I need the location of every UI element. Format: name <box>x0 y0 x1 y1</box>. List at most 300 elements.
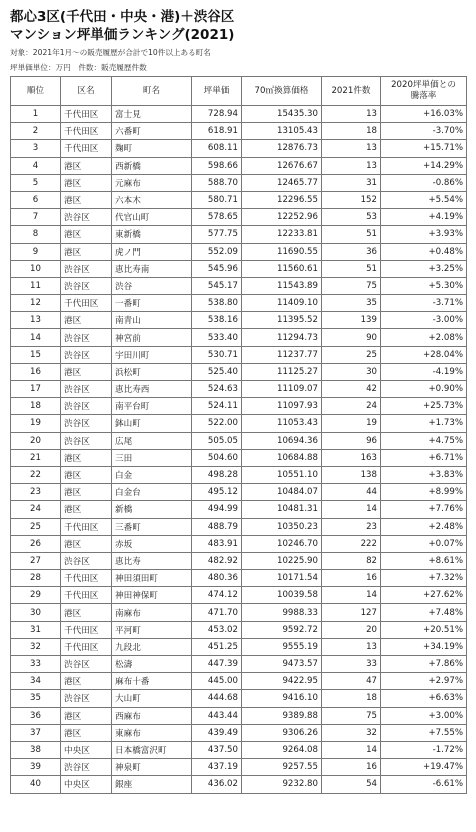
cell-ward: 港区 <box>61 724 112 741</box>
cell-count: 35 <box>322 295 381 312</box>
cell-tsubo-price: 598.66 <box>192 157 242 174</box>
cell-70sqm-price: 12252.96 <box>242 209 322 226</box>
cell-rank: 15 <box>11 346 61 363</box>
cell-tsubo-price: 525.40 <box>192 363 242 380</box>
cell-70sqm-price: 10246.70 <box>242 535 322 552</box>
cell-count: 222 <box>322 535 381 552</box>
table-row <box>11 570 467 587</box>
cell-ward: 千代田区 <box>61 587 112 604</box>
cell-ward: 港区 <box>61 243 112 260</box>
document-title-line1: 都心3区(千代田・中央・港)＋渋谷区 <box>10 9 235 25</box>
cell-ward: 港区 <box>61 226 112 243</box>
cell-70sqm-price: 11294.73 <box>242 329 322 346</box>
cell-rank: 6 <box>11 191 61 208</box>
cell-rank: 7 <box>11 209 61 226</box>
cell-change-rate: -3.00% <box>381 312 467 329</box>
cell-town: 富士見 <box>112 106 192 123</box>
table-row <box>11 157 467 174</box>
cell-count: 14 <box>322 587 381 604</box>
table-row <box>11 381 467 398</box>
cell-town: 三番町 <box>112 518 192 535</box>
cell-ward: 渋谷区 <box>61 381 112 398</box>
cell-ward: 千代田区 <box>61 123 112 140</box>
cell-70sqm-price: 12233.81 <box>242 226 322 243</box>
cell-ward: 港区 <box>61 191 112 208</box>
cell-count: 53 <box>322 209 381 226</box>
cell-town: 新橋 <box>112 501 192 518</box>
cell-town: 恵比寿南 <box>112 260 192 277</box>
cell-tsubo-price: 437.50 <box>192 741 242 758</box>
cell-tsubo-price: 453.02 <box>192 621 242 638</box>
table-row <box>11 673 467 690</box>
cell-rank: 37 <box>11 724 61 741</box>
cell-70sqm-price: 9264.08 <box>242 741 322 758</box>
cell-70sqm-price: 9988.33 <box>242 604 322 621</box>
table-row <box>11 621 467 638</box>
cell-change-rate: +28.04% <box>381 346 467 363</box>
cell-tsubo-price: 545.17 <box>192 277 242 294</box>
cell-ward: 港区 <box>61 501 112 518</box>
cell-ward: 渋谷区 <box>61 415 112 432</box>
table-row <box>11 346 467 363</box>
cell-tsubo-price: 538.16 <box>192 312 242 329</box>
cell-count: 19 <box>322 415 381 432</box>
cell-70sqm-price: 9416.10 <box>242 690 322 707</box>
cell-town: 元麻布 <box>112 174 192 191</box>
table-row <box>11 243 467 260</box>
cell-ward: 港区 <box>61 174 112 191</box>
cell-town: 六本木 <box>112 191 192 208</box>
cell-count: 47 <box>322 673 381 690</box>
cell-70sqm-price: 10171.54 <box>242 570 322 587</box>
table-row <box>11 690 467 707</box>
cell-tsubo-price: 439.49 <box>192 724 242 741</box>
cell-ward: 港区 <box>61 363 112 380</box>
cell-count: 127 <box>322 604 381 621</box>
cell-town: 東新橋 <box>112 226 192 243</box>
table-row <box>11 501 467 518</box>
cell-count: 18 <box>322 123 381 140</box>
cell-tsubo-price: 471.70 <box>192 604 242 621</box>
cell-rank: 30 <box>11 604 61 621</box>
cell-ward: 港区 <box>61 449 112 466</box>
cell-rank: 31 <box>11 621 61 638</box>
table-row <box>11 552 467 569</box>
cell-town: 白金台 <box>112 484 192 501</box>
cell-ward: 渋谷区 <box>61 346 112 363</box>
header-ward: 区名 <box>61 77 112 106</box>
cell-change-rate: +3.00% <box>381 707 467 724</box>
cell-count: 82 <box>322 552 381 569</box>
cell-70sqm-price: 10225.90 <box>242 552 322 569</box>
cell-town: 白金 <box>112 466 192 483</box>
cell-70sqm-price: 11125.27 <box>242 363 322 380</box>
cell-count: 24 <box>322 398 381 415</box>
cell-town: 代官山町 <box>112 209 192 226</box>
cell-ward: 港区 <box>61 604 112 621</box>
cell-tsubo-price: 444.68 <box>192 690 242 707</box>
table-row <box>11 329 467 346</box>
cell-change-rate: +3.93% <box>381 226 467 243</box>
cell-count: 44 <box>322 484 381 501</box>
cell-count: 13 <box>322 157 381 174</box>
cell-ward: 渋谷区 <box>61 398 112 415</box>
table-row <box>11 587 467 604</box>
cell-count: 14 <box>322 741 381 758</box>
cell-ward: 千代田区 <box>61 570 112 587</box>
cell-town: 鉢山町 <box>112 415 192 432</box>
cell-70sqm-price: 10484.07 <box>242 484 322 501</box>
table-row <box>11 432 467 449</box>
cell-town: 恵比寿西 <box>112 381 192 398</box>
cell-ward: 渋谷区 <box>61 690 112 707</box>
cell-change-rate: +5.30% <box>381 277 467 294</box>
cell-ward: 港区 <box>61 157 112 174</box>
cell-change-rate: +19.47% <box>381 759 467 776</box>
cell-ward: 千代田区 <box>61 140 112 157</box>
cell-change-rate: +34.19% <box>381 638 467 655</box>
cell-change-rate: +16.03% <box>381 106 467 123</box>
table-row <box>11 312 467 329</box>
cell-count: 51 <box>322 260 381 277</box>
cell-70sqm-price: 10481.31 <box>242 501 322 518</box>
cell-change-rate: -4.19% <box>381 363 467 380</box>
cell-rank: 16 <box>11 363 61 380</box>
cell-70sqm-price: 11395.52 <box>242 312 322 329</box>
cell-change-rate: +8.99% <box>381 484 467 501</box>
cell-70sqm-price: 9232.80 <box>242 776 322 793</box>
cell-count: 138 <box>322 466 381 483</box>
cell-rank: 24 <box>11 501 61 518</box>
cell-change-rate: -3.70% <box>381 123 467 140</box>
cell-count: 20 <box>322 621 381 638</box>
cell-tsubo-price: 618.91 <box>192 123 242 140</box>
cell-70sqm-price: 12296.55 <box>242 191 322 208</box>
cell-change-rate: +7.76% <box>381 501 467 518</box>
cell-town: 麻布十番 <box>112 673 192 690</box>
header-tsubo-price: 坪単価 <box>192 77 242 106</box>
table-row <box>11 106 467 123</box>
cell-tsubo-price: 483.91 <box>192 535 242 552</box>
cell-rank: 3 <box>11 140 61 157</box>
cell-count: 42 <box>322 381 381 398</box>
cell-ward: 渋谷区 <box>61 277 112 294</box>
cell-rank: 17 <box>11 381 61 398</box>
cell-70sqm-price: 11560.61 <box>242 260 322 277</box>
cell-count: 163 <box>322 449 381 466</box>
cell-70sqm-price: 10684.88 <box>242 449 322 466</box>
cell-ward: 港区 <box>61 707 112 724</box>
cell-change-rate: +0.07% <box>381 535 467 552</box>
header-change-rate <box>381 77 467 106</box>
cell-tsubo-price: 443.44 <box>192 707 242 724</box>
cell-rank: 11 <box>11 277 61 294</box>
cell-change-rate: +7.55% <box>381 724 467 741</box>
cell-tsubo-price: 580.71 <box>192 191 242 208</box>
cell-town: 六番町 <box>112 123 192 140</box>
cell-town: 東麻布 <box>112 724 192 741</box>
cell-70sqm-price: 11409.10 <box>242 295 322 312</box>
cell-change-rate: +4.75% <box>381 432 467 449</box>
units-note: 坪単価単位：万円 件数：販売履歴件数 <box>10 63 147 72</box>
cell-count: 18 <box>322 690 381 707</box>
cell-rank: 27 <box>11 552 61 569</box>
cell-change-rate: +8.61% <box>381 552 467 569</box>
cell-70sqm-price: 9473.57 <box>242 656 322 673</box>
cell-town: 南麻布 <box>112 604 192 621</box>
cell-count: 13 <box>322 638 381 655</box>
cell-count: 31 <box>322 174 381 191</box>
cell-change-rate: -3.71% <box>381 295 467 312</box>
cell-rank: 35 <box>11 690 61 707</box>
cell-tsubo-price: 437.19 <box>192 759 242 776</box>
cell-ward: 港区 <box>61 312 112 329</box>
cell-town: 恵比寿 <box>112 552 192 569</box>
table-row <box>11 191 467 208</box>
cell-change-rate: +6.71% <box>381 449 467 466</box>
cell-70sqm-price: 9422.95 <box>242 673 322 690</box>
cell-rank: 4 <box>11 157 61 174</box>
table-row <box>11 484 467 501</box>
cell-70sqm-price: 11053.43 <box>242 415 322 432</box>
cell-change-rate: +0.48% <box>381 243 467 260</box>
cell-change-rate: +14.29% <box>381 157 467 174</box>
cell-town: 西麻布 <box>112 707 192 724</box>
cell-ward: 千代田区 <box>61 621 112 638</box>
cell-count: 152 <box>322 191 381 208</box>
cell-change-rate: +2.48% <box>381 518 467 535</box>
cell-rank: 33 <box>11 656 61 673</box>
cell-ward: 渋谷区 <box>61 209 112 226</box>
cell-town: 浜松町 <box>112 363 192 380</box>
cell-70sqm-price: 10551.10 <box>242 466 322 483</box>
cell-change-rate: +27.62% <box>381 587 467 604</box>
cell-change-rate: +25.73% <box>381 398 467 415</box>
cell-change-rate: +3.83% <box>381 466 467 483</box>
cell-count: 54 <box>322 776 381 793</box>
cell-change-rate: +1.73% <box>381 415 467 432</box>
cell-change-rate: -0.86% <box>381 174 467 191</box>
cell-town: 南青山 <box>112 312 192 329</box>
table-row <box>11 174 467 191</box>
table-row <box>11 295 467 312</box>
cell-count: 90 <box>322 329 381 346</box>
cell-count: 32 <box>322 724 381 741</box>
cell-change-rate: -6.61% <box>381 776 467 793</box>
table-row <box>11 638 467 655</box>
cell-rank: 25 <box>11 518 61 535</box>
cell-70sqm-price: 11097.93 <box>242 398 322 415</box>
cell-ward: 港区 <box>61 673 112 690</box>
header-count: 2021件数 <box>322 77 381 106</box>
cell-change-rate: +3.25% <box>381 260 467 277</box>
ranking-table <box>10 76 467 794</box>
cell-tsubo-price: 494.99 <box>192 501 242 518</box>
cell-70sqm-price: 11543.89 <box>242 277 322 294</box>
cell-town: 宇田川町 <box>112 346 192 363</box>
cell-tsubo-price: 522.00 <box>192 415 242 432</box>
table-header-row <box>11 77 467 106</box>
cell-ward: 渋谷区 <box>61 432 112 449</box>
cell-change-rate: +6.63% <box>381 690 467 707</box>
cell-70sqm-price: 12676.67 <box>242 157 322 174</box>
header-change-line1: 2020坪単価との <box>391 80 456 90</box>
cell-count: 30 <box>322 363 381 380</box>
table-row <box>11 209 467 226</box>
cell-rank: 21 <box>11 449 61 466</box>
cell-count: 13 <box>322 140 381 157</box>
cell-70sqm-price: 13105.43 <box>242 123 322 140</box>
cell-ward: 千代田区 <box>61 295 112 312</box>
cell-tsubo-price: 488.79 <box>192 518 242 535</box>
cell-rank: 12 <box>11 295 61 312</box>
cell-rank: 8 <box>11 226 61 243</box>
cell-tsubo-price: 577.75 <box>192 226 242 243</box>
cell-70sqm-price: 12876.73 <box>242 140 322 157</box>
cell-tsubo-price: 524.11 <box>192 398 242 415</box>
table-row <box>11 535 467 552</box>
cell-count: 96 <box>322 432 381 449</box>
cell-count: 75 <box>322 277 381 294</box>
cell-70sqm-price: 11237.77 <box>242 346 322 363</box>
cell-ward: 千代田区 <box>61 518 112 535</box>
cell-count: 23 <box>322 518 381 535</box>
cell-town: 神宮前 <box>112 329 192 346</box>
cell-tsubo-price: 533.40 <box>192 329 242 346</box>
cell-rank: 40 <box>11 776 61 793</box>
cell-rank: 18 <box>11 398 61 415</box>
cell-70sqm-price: 11690.55 <box>242 243 322 260</box>
cell-rank: 29 <box>11 587 61 604</box>
header-change-line2: 騰落率 <box>410 91 437 101</box>
cell-tsubo-price: 545.96 <box>192 260 242 277</box>
table-row <box>11 724 467 741</box>
cell-ward: 渋谷区 <box>61 759 112 776</box>
cell-tsubo-price: 552.09 <box>192 243 242 260</box>
cell-count: 16 <box>322 759 381 776</box>
cell-change-rate: +20.51% <box>381 621 467 638</box>
cell-tsubo-price: 530.71 <box>192 346 242 363</box>
cell-70sqm-price: 11109.07 <box>242 381 322 398</box>
cell-town: 神田須田町 <box>112 570 192 587</box>
cell-town: 西新橋 <box>112 157 192 174</box>
cell-rank: 13 <box>11 312 61 329</box>
cell-70sqm-price: 9389.88 <box>242 707 322 724</box>
header-rank: 順位 <box>11 77 61 106</box>
cell-70sqm-price: 12465.77 <box>242 174 322 191</box>
cell-tsubo-price: 447.39 <box>192 656 242 673</box>
header-town: 町名 <box>112 77 192 106</box>
cell-rank: 26 <box>11 535 61 552</box>
cell-town: 虎ノ門 <box>112 243 192 260</box>
cell-town: 平河町 <box>112 621 192 638</box>
table-row <box>11 776 467 793</box>
cell-tsubo-price: 578.65 <box>192 209 242 226</box>
cell-change-rate: +5.54% <box>381 191 467 208</box>
table-row <box>11 415 467 432</box>
cell-town: 九段北 <box>112 638 192 655</box>
cell-town: 神泉町 <box>112 759 192 776</box>
cell-change-rate: +15.71% <box>381 140 467 157</box>
cell-count: 14 <box>322 501 381 518</box>
cell-town: 南平台町 <box>112 398 192 415</box>
cell-tsubo-price: 498.28 <box>192 466 242 483</box>
cell-tsubo-price: 728.94 <box>192 106 242 123</box>
cell-70sqm-price: 9555.19 <box>242 638 322 655</box>
cell-tsubo-price: 504.60 <box>192 449 242 466</box>
table-body <box>11 106 467 794</box>
header-70sqm-price: 70㎡換算価格 <box>242 77 322 106</box>
cell-tsubo-price: 474.12 <box>192 587 242 604</box>
cell-70sqm-price: 10694.36 <box>242 432 322 449</box>
cell-ward: 千代田区 <box>61 638 112 655</box>
target-note: 対象：2021年1月～の販売履歴が合計で10件以上ある町名 <box>10 48 211 57</box>
cell-town: 赤坂 <box>112 535 192 552</box>
cell-town: 神田神保町 <box>112 587 192 604</box>
document-title-line2: マンション坪単価ランキング(2021) <box>10 27 235 43</box>
cell-change-rate: +7.86% <box>381 656 467 673</box>
cell-town: 松濤 <box>112 656 192 673</box>
cell-70sqm-price: 10350.23 <box>242 518 322 535</box>
cell-rank: 20 <box>11 432 61 449</box>
cell-tsubo-price: 436.02 <box>192 776 242 793</box>
cell-tsubo-price: 588.70 <box>192 174 242 191</box>
table-row <box>11 741 467 758</box>
cell-ward: 千代田区 <box>61 106 112 123</box>
table-row <box>11 466 467 483</box>
cell-rank: 38 <box>11 741 61 758</box>
cell-ward: 渋谷区 <box>61 656 112 673</box>
cell-count: 13 <box>322 106 381 123</box>
cell-rank: 22 <box>11 466 61 483</box>
cell-change-rate: +7.32% <box>381 570 467 587</box>
cell-70sqm-price: 15435.30 <box>242 106 322 123</box>
cell-rank: 1 <box>11 106 61 123</box>
cell-count: 75 <box>322 707 381 724</box>
cell-town: 銀座 <box>112 776 192 793</box>
cell-rank: 19 <box>11 415 61 432</box>
cell-tsubo-price: 505.05 <box>192 432 242 449</box>
table-row <box>11 449 467 466</box>
cell-ward: 中央区 <box>61 776 112 793</box>
table-row <box>11 140 467 157</box>
table-row <box>11 604 467 621</box>
cell-rank: 5 <box>11 174 61 191</box>
cell-70sqm-price: 9592.72 <box>242 621 322 638</box>
cell-ward: 港区 <box>61 466 112 483</box>
table-row <box>11 277 467 294</box>
table-row <box>11 226 467 243</box>
cell-tsubo-price: 482.92 <box>192 552 242 569</box>
table-row <box>11 260 467 277</box>
cell-town: 麹町 <box>112 140 192 157</box>
cell-tsubo-price: 451.25 <box>192 638 242 655</box>
cell-ward: 渋谷区 <box>61 260 112 277</box>
cell-ward: 港区 <box>61 484 112 501</box>
cell-count: 139 <box>322 312 381 329</box>
table-row <box>11 518 467 535</box>
cell-ward: 渋谷区 <box>61 329 112 346</box>
cell-rank: 34 <box>11 673 61 690</box>
cell-ward: 渋谷区 <box>61 552 112 569</box>
cell-town: 三田 <box>112 449 192 466</box>
table-row <box>11 656 467 673</box>
cell-tsubo-price: 480.36 <box>192 570 242 587</box>
cell-rank: 39 <box>11 759 61 776</box>
cell-count: 51 <box>322 226 381 243</box>
cell-town: 大山町 <box>112 690 192 707</box>
cell-town: 渋谷 <box>112 277 192 294</box>
